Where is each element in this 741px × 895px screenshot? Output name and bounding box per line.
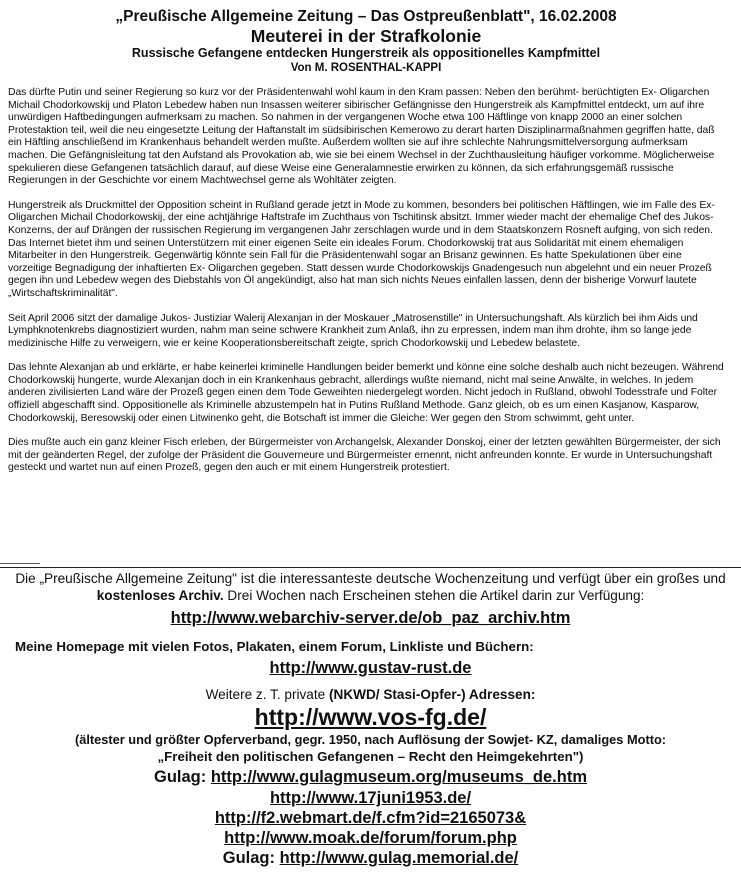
paragraph: Dies mußte auch ein ganz kleiner Fisch erleben, der Bürgermeister von Archangelsk, Alexander Donskoj, einer der letzten gewählten Bürgermeister, der sich mit der geänderten Regel, der zufolge der Präsident die Gouverneure und Bürgermeister ernennt, nicht anfreunden konnte. Er wurde in Untersuchungshaft gesteckt und wartet nun auf einen Prozeß, gegen den auch er mit einem Hungerstreik protestiert. [8,437,721,474]
article-title: Meuterei in der Strafkolonie [250,26,482,46]
gulag-memorial-link[interactable]: http://www.gulag.memorial.de/ [279,849,519,867]
article-body [8,87,724,475]
homepage-link[interactable]: http://www.gustav-rust.de [269,659,472,677]
divider [0,567,741,568]
webmart-link[interactable]: http://f2.webmart.de/f.cfm?id=2165073& [214,809,527,827]
paragraph: Das dürfte Putin und seiner Regierung so kurz vor der Präsidentenwahl wohl kaum in den Kram passen: Neben den berühmt- berüchtigten Ex- Oligarchen Michail Chodorkowskij und Platon Lebedew haben nun Insassen weiterer sibirischer Gefängnisse den Hungerstreik als Kampfmittel entdeckt, um auf ihre unwürdigen Haftbedingungen aufmerksam zu machen. So nahmen in der vergangenen Woche etwa 100 Häftlinge von knapp 2000 an einer solchen Protestaktion teil, weil die neu eingesetzte Leitung der Haftanstalt im südsibirischen Kemerowo zu derart harten Disziplinarmaßnahmen gegriffen hatte, daß ein Häftling anschließend im Krankenhaus behandelt werden mußte. Außerdem wollten sie auf ihre schlechte Nahrungsmittelversorgung aufmerksam machen. Die Gefängnisleitung tat den Aufstand als Provokation ab, wie sie bei einem Wechsel in der Zuchthausleitung häufiger vorkomme. Möglicherweise spekulieren diese Gefangenen tatsächlich darauf, auf diese Weise eine Generalamnestie erwirken zu können, da sich erfahrungsgemäß russische Regierungen in der Geschichte vor einem Machtwechsel gerne als Wohltäter zeigten. [8,87,715,187]
more-addresses-text [0,686,741,703]
more-prefix: Weitere z. T. private [205,687,329,702]
vos-motto: „Freiheit den politischen Gefangenen – Recht den Heimgekehrten") [157,749,584,764]
gulag-museum-link[interactable]: http://www.gulagmuseum.org/museums_de.htm [210,768,588,786]
footer [0,570,741,869]
gulag-label: Gulag: [153,768,207,786]
vos-link[interactable]: http://www.vos-fg.de/ [254,704,487,730]
archive-intro-suffix: Drei Wochen nach Erscheinen stehen die Artikel darin zur Verfügung: [223,588,645,603]
paragraph: Hungerstreik als Druckmittel der Opposition scheint in Rußland gerade jetzt in Mode zu kommen, besonders bei politischen Häftlingen, wie im Falle des Ex- Oligarchen Michail Chodorkowskij, der eine achtjährige Haftstrafe im Zuchthaus von Tschitinsk absitzt. Immer wieder macht der ehemalige Chef des Jukos- Konzerns, der auf Drängen der russischen Regierung im vergangenen Jahr zerschlagen wurde und in dem Staatskonzern Rosneft aufging, von sich reden. Das Internet bietet ihm und seinen Unterstützern mit einer eigenen Seite ein ideales Forum. Chodorkowskij trat aus Solidarität mit einem ehemaligen Mitarbeiter in den Hungerstreik. Gegenwärtig könnte sein Fall für die Präsidentenwahl sogar an Brisanz gewinnen. Es hatte Spekulationen über eine vorzeitige Begnadigung der inhaftierten Ex- Oligarchen gegeben. Statt dessen wurde Chodorkowskijs Gnadengesuch nun abgelehnt und ein neuer Prozeß gegen ihn und Lebedew wegen des Diebstahls von Öl angekündigt, also hat man sich nichts Neues einfallen lassen, denn der bisherige Vorwurf lautete „Wirtschaftskriminalität". [8,199,715,299]
article-source: „Preußische Allgemeine Zeitung – Das Ostpreußenblatt", 16.02.2008 [115,8,617,25]
archive-intro-bold: kostenloses Archiv. [96,588,224,603]
archive-intro-prefix: Die „Preußische Allgemeine Zeitung" ist die interessanteste deutsche Wochenzeitung und verfügt über ein großes und [15,571,726,586]
vos-note: (ältester und größter Opferverband, gegr. 1950, nach Auflösung der Sowjet- KZ, damaliges Motto: [74,732,667,747]
article-subtitle: Russische Gefangene entdecken Hungerstreik als oppositionelles Kampfmittel [131,46,601,60]
article-author: Von M. ROSENTHAL-KAPPI [290,62,442,74]
more-bold: (NKWD/ Stasi-Opfer-) Adressen: [328,687,536,702]
homepage-text: Meine Homepage mit vielen Fotos, Plakaten, einem Forum, Linkliste und Büchern: [15,639,534,654]
archive-link[interactable]: http://www.webarchiv-server.de/ob_paz_archiv.htm [170,609,571,627]
gulag-memorial-line [0,848,741,869]
paragraph: Das lehnte Alexanjan ab und erklärte, er habe keinerlei kriminelle Handlungen beider bemerkt und könne eine solche deshalb auch nicht bezeugen. Während Chodorkowskij hungerte, wurde Alexanjan doch in ein Krankenhaus gebracht, allerdings wußte niemand, nicht mal seine Anwälte, in welches. In jedem anderen zivilisierten Land wäre der Prozeß gegen einen dem Tode Geweihten niedergelegt worden. Nicht jedoch in Rußland, obwohl Todesstrafe und Folter offiziell abgeschafft sind. Oppositionelle als Kriminelle abzustempeln hat in Putins Rußland Methode. Ganz gleich, ob es um einen Kasjanow, Kasparow, Chodorkowskij, Beresowskij oder einen Litwinenko geht, die Botschaft ist immer die Gleiche: Wer gegen den Strom schwimmt, geht unter. [8,362,724,424]
archive-intro [10,570,731,604]
juni-link[interactable]: http://www.17juni1953.de/ [269,789,472,807]
paragraph: Seit April 2006 sitzt der damalige Jukos- Justiziar Walerij Alexanjan in der Moskauer „Matrosenstille" in Untersuchungshaft. Als kürzlich bei ihm Aids und Lymphknotenkrebs diagnostiziert wurden, nahm man seine schwere Krankheit zum Anlaß, ihn zu erpressen, indem man ihm drohte, ihm so lange jede medizinische Hilfe zu verweigern, wie er keine Kooperationsbereitschaft zeigte, sprich Chodorkowskij und Lebedew belastete. [8,312,698,349]
divider-short [0,563,40,564]
article [8,6,724,566]
gulag-museum-line [0,767,741,788]
gulag-label-2: Gulag: [222,849,275,867]
moak-link[interactable]: http://www.moak.de/forum/forum.php [224,829,517,847]
